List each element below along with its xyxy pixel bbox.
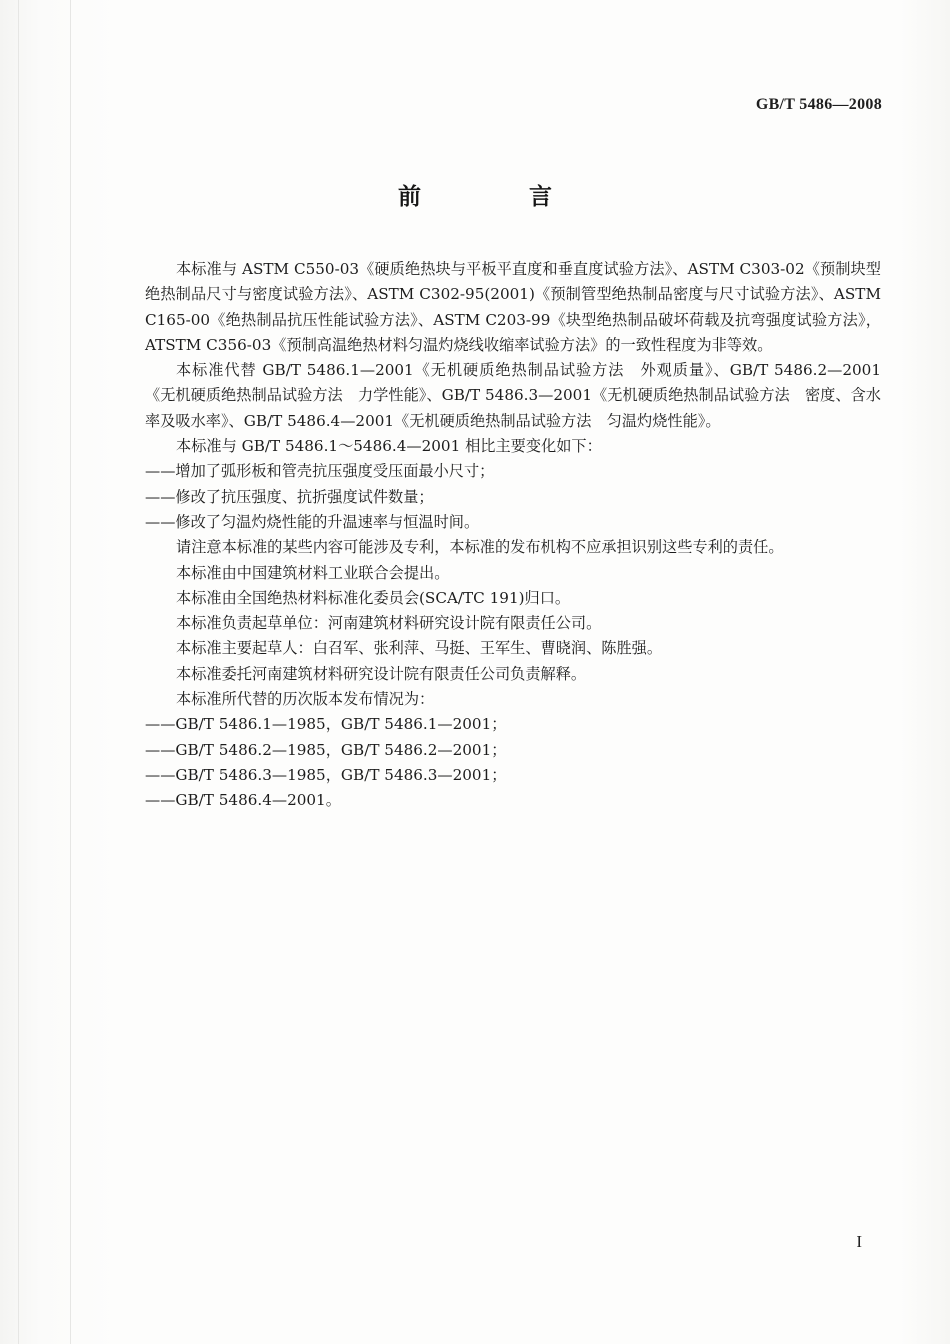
- change-item: ——增加了弧形板和管壳抗压强度受压面最小尺寸；: [145, 462, 495, 481]
- change-item: ——修改了匀温灼烧性能的升温速率与恒温时间。: [145, 512, 480, 531]
- change-item: ——修改了抗压强度、抗折强度试件数量；: [145, 487, 434, 506]
- page-number: I: [856, 1232, 862, 1251]
- drafters-statement: 本标准主要起草人：白召军、张利萍、马挺、王军生、曹晓润、陈胜强。: [176, 639, 662, 658]
- history-item: ——GB/T 5486.1—1985，GB/T 5486.1—2001；: [145, 715, 507, 734]
- paragraph-equivalence: 本标准与 ASTM C550-03《硬质绝热块与平板平直度和垂直度试验方法》、ASTM C303-02《预制块型绝热制品尺寸与密度试验方法》、ASTM C302-95(2001)《预制管型绝热制品密度与尺寸试验方法》、ASTM C165-00《绝热制品抗压性能试验方法》、ASTM C203-99《块型绝热制品破坏荷载及抗弯强度试验方法》，ATSTM C356-03《预制高温绝热材料匀温灼烧线收缩率试验方法》的一致性程度为非等效。: [145, 260, 881, 354]
- paragraph-changes-intro: 本标准与 GB/T 5486.1～5486.4—2001 相比主要变化如下：: [176, 437, 602, 456]
- page-title: 前 言: [397, 184, 602, 210]
- history-intro: 本标准所代替的历次版本发布情况为：: [176, 690, 435, 709]
- patent-statement: 请注意本标准的某些内容可能涉及专利，本标准的发布机构不应承担识别这些专利的责任。: [176, 538, 784, 557]
- history-item: ——GB/T 5486.4—2001。: [145, 791, 341, 810]
- committee-statement: 本标准由全国绝热材料标准化委员会(SCA/TC 191)归口。: [176, 588, 571, 607]
- proposer-statement: 本标准由中国建筑材料工业联合会提出。: [176, 563, 450, 582]
- history-item: ——GB/T 5486.2—1985，GB/T 5486.2—2001；: [145, 740, 507, 759]
- paragraph-replaces: 本标准代替 GB/T 5486.1—2001《无机硬质绝热制品试验方法 外观质量》、GB/T 5486.2—2001《无机硬质绝热制品试验方法 力学性能》、GB/T 5486.3—2001《无机硬质绝热制品试验方法 密度、含水率及吸水率》、GB/T 5486.4—2001《无机硬质绝热制品试验方法 匀温灼烧性能》。: [145, 361, 881, 430]
- standard-code: GB/T 5486—2008: [755, 96, 882, 113]
- drafting-unit-statement: 本标准负责起草单位：河南建筑材料研究设计院有限责任公司。: [176, 614, 602, 633]
- interpretation-statement: 本标准委托河南建筑材料研究设计院有限责任公司负责解释。: [176, 664, 587, 683]
- history-item: ——GB/T 5486.3—1985，GB/T 5486.3—2001；: [145, 765, 507, 784]
- foreword-body: [145, 257, 881, 814]
